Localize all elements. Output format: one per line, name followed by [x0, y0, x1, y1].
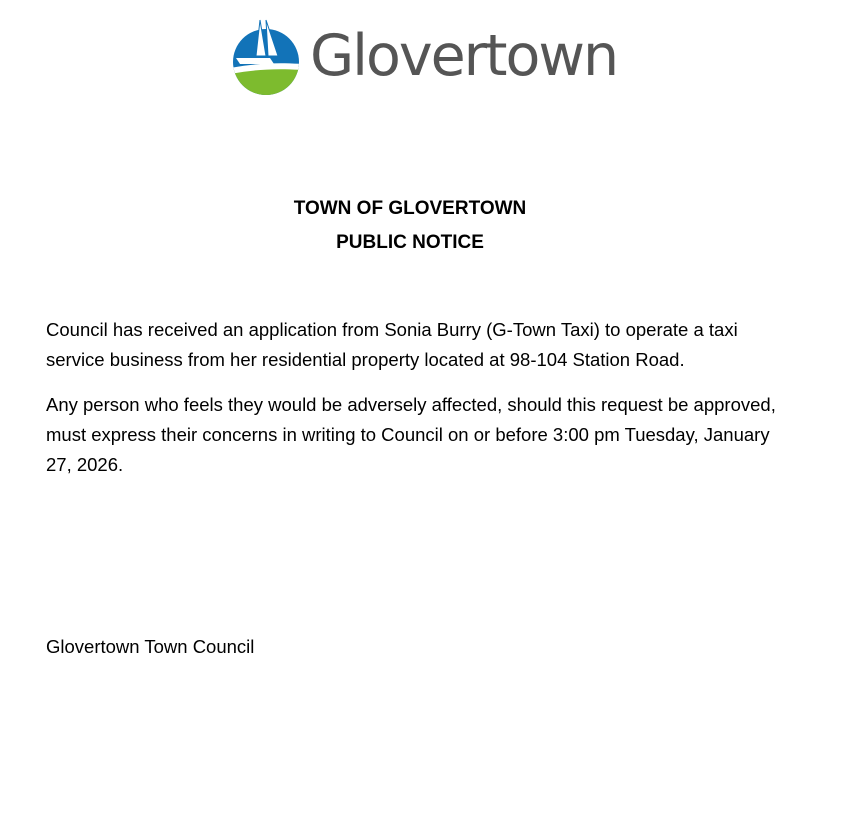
notice-signature: Glovertown Town Council: [46, 636, 255, 657]
town-logo: [230, 18, 618, 102]
notice-paragraph-objections: Any person who feels they would be adversely affected, should this request be approved, must express their concerns in writing to Council on or before 3:00 pm Tuesday, January 27, 2026.: [46, 394, 776, 475]
logo-wordmark: Glovertown: [310, 23, 618, 89]
notice-heading-title: PUBLIC NOTICE: [336, 232, 484, 253]
notice-heading-town: TOWN OF GLOVERTOWN: [293, 198, 527, 219]
glovertown-emblem-icon: [230, 18, 302, 102]
notice-paragraph-application: Council has received an application from Sonia Burry (G-Town Taxi) to operate a taxi service business from her residential property located at 98-104 Station Road.: [46, 319, 738, 370]
